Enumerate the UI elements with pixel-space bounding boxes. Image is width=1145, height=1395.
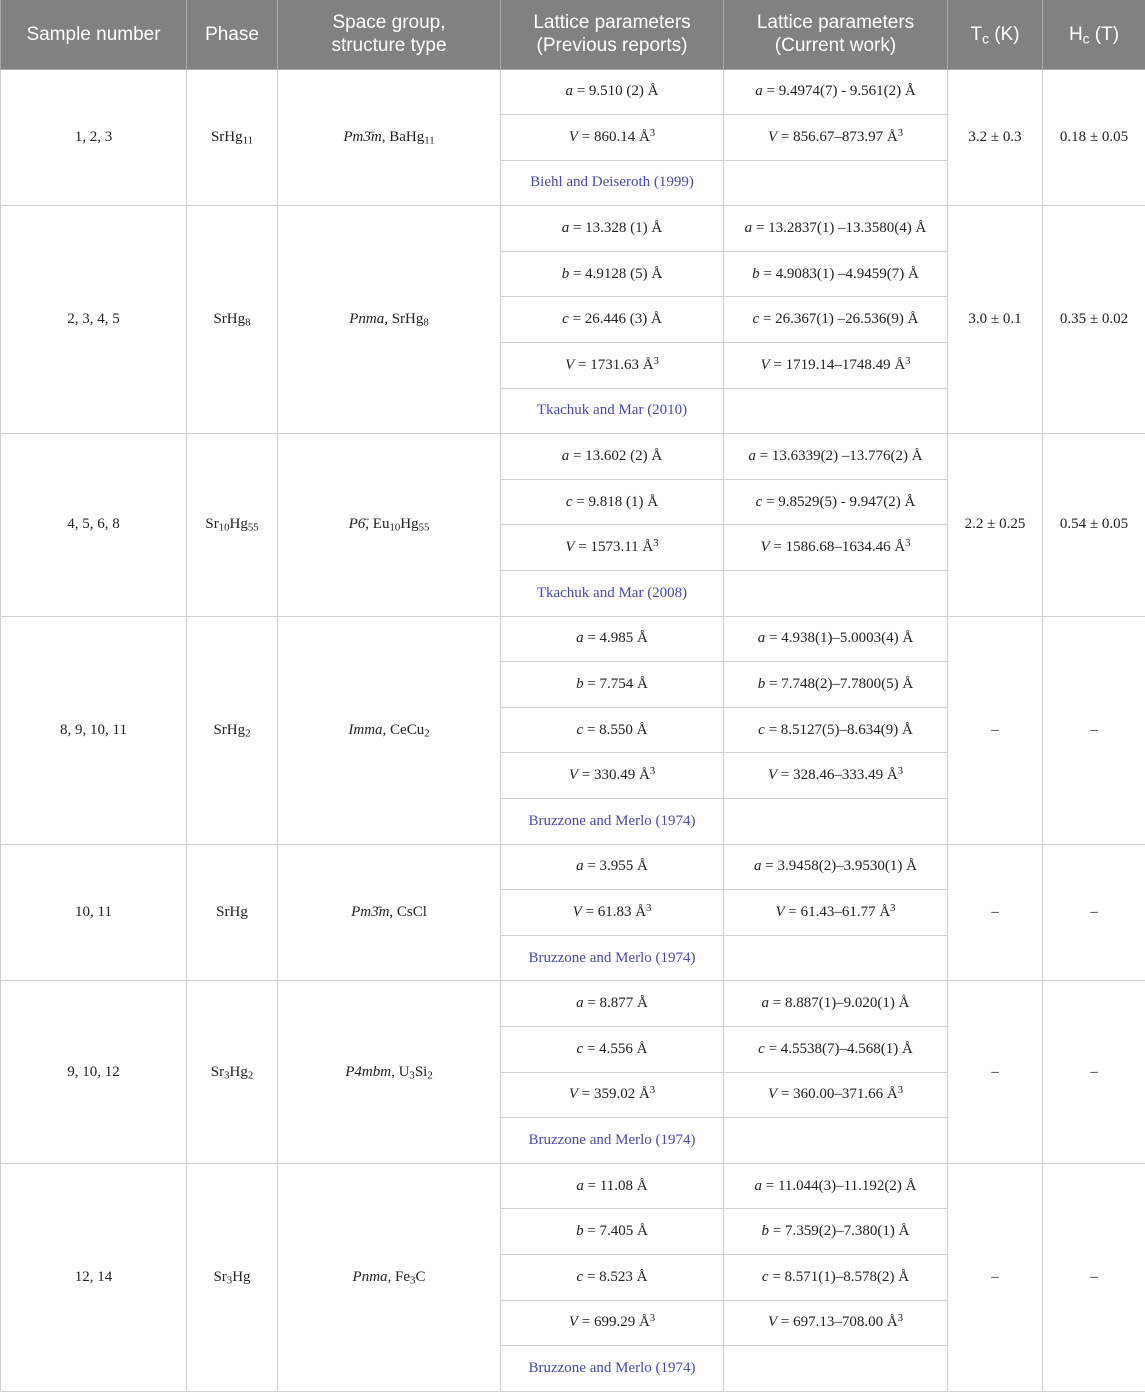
- current-lattice-param: a = 9.4974(7) - 9.561(2) Å: [724, 69, 948, 115]
- reference-link[interactable]: Bruzzone and Merlo (1974): [501, 799, 724, 845]
- header-lattice-previous: Lattice parameters (Previous reports): [501, 0, 724, 69]
- phase-cell: SrHg$_2$: [187, 616, 278, 844]
- header-row: [1, 0, 1145, 69]
- reference-link[interactable]: Tkachuk and Mar (2010): [501, 388, 724, 434]
- previous-lattice-param: c = 4.556 Å: [501, 1026, 724, 1072]
- current-lattice-param: a = 13.2837(1) –13.3580(4) Å: [724, 206, 948, 252]
- current-lattice-param: c = 4.5538(7)–4.568(1) Å: [724, 1026, 948, 1072]
- current-lattice-param: V = 697.13–708.00 $Å^3$: [724, 1300, 948, 1346]
- current-lattice-param: b = 4.9083(1) –4.9459(7) Å: [724, 251, 948, 297]
- current-lattice-param: a = 13.6339(2) –13.776(2) Å: [724, 434, 948, 480]
- sample-number-cell: 1, 2, 3: [1, 69, 187, 206]
- hc-cell: 0.35 ± 0.02: [1043, 206, 1145, 434]
- previous-lattice-param: b = 4.9128 (5) Å: [501, 251, 724, 297]
- previous-lattice-param: a = 11.08 Å: [501, 1163, 724, 1209]
- tc-cell: –: [948, 1163, 1043, 1391]
- previous-lattice-param: V = 699.29 $Å^3$: [501, 1300, 724, 1346]
- hc-cell: –: [1043, 616, 1145, 844]
- sample-number-cell: 8, 9, 10, 11: [1, 616, 187, 844]
- previous-lattice-param: a = 8.877 Å: [501, 981, 724, 1027]
- reference-link[interactable]: Bruzzone and Merlo (1974): [501, 1118, 724, 1164]
- phase-cell: SrHg$_8$: [187, 206, 278, 434]
- current-lattice-param: V = 1719.14–1748.49 $Å^3$: [724, 343, 948, 389]
- current-lattice-param: c = 8.571(1)–8.578(2) Å: [724, 1254, 948, 1300]
- space-group-cell: Pnma, $Fe_3C$: [278, 1163, 501, 1391]
- sample-number-cell: 12, 14: [1, 1163, 187, 1391]
- phase-cell: $Sr_3Hg_2$: [187, 981, 278, 1163]
- space-group-cell: P6̄, $Eu_{10}Hg_{55}$: [278, 434, 501, 616]
- space-group-cell: Imma, CeCu$_2$: [278, 616, 501, 844]
- header-phase: Phase: [187, 0, 278, 69]
- empty-cell: [724, 1118, 948, 1164]
- space-group-cell: Pm3̄m, BaHg$_{11}$: [278, 69, 501, 206]
- tc-cell: 2.2 ± 0.25: [948, 434, 1043, 616]
- reference-link[interactable]: Biehl and Deiseroth (1999): [501, 160, 724, 206]
- empty-cell: [724, 160, 948, 206]
- tc-cell: –: [948, 616, 1043, 844]
- current-lattice-param: b = 7.748(2)–7.7800(5) Å: [724, 662, 948, 708]
- header-hc: $H_c$ (T): [1043, 0, 1145, 69]
- previous-lattice-param: c = 26.446 (3) Å: [501, 297, 724, 343]
- table-row: [1, 844, 1145, 890]
- hc-cell: –: [1043, 1163, 1145, 1391]
- previous-lattice-param: V = 61.83 $Å^3$: [501, 890, 724, 936]
- previous-lattice-param: V = 1731.63 $Å^3$: [501, 343, 724, 389]
- header-lattice-current: Lattice parameters (Current work): [724, 0, 948, 69]
- sample-number-cell: 9, 10, 12: [1, 981, 187, 1163]
- hc-cell: 0.18 ± 0.05: [1043, 69, 1145, 206]
- current-lattice-param: V = 328.46–333.49 $Å^3$: [724, 753, 948, 799]
- table-row: [1, 616, 1145, 662]
- current-lattice-param: a = 8.887(1)–9.020(1) Å: [724, 981, 948, 1027]
- current-lattice-param: a = 3.9458(2)–3.9530(1) Å: [724, 844, 948, 890]
- sample-number-cell: 2, 3, 4, 5: [1, 206, 187, 434]
- previous-lattice-param: a = 4.985 Å: [501, 616, 724, 662]
- empty-cell: [724, 799, 948, 845]
- current-lattice-param: c = 8.5127(5)–8.634(9) Å: [724, 707, 948, 753]
- current-lattice-param: V = 856.67–873.97 $Å^3$: [724, 115, 948, 161]
- previous-lattice-param: a = 3.955 Å: [501, 844, 724, 890]
- current-lattice-param: c = 26.367(1) –26.536(9) Å: [724, 297, 948, 343]
- sample-number-cell: 4, 5, 6, 8: [1, 434, 187, 616]
- reference-link[interactable]: Bruzzone and Merlo (1974): [501, 935, 724, 981]
- previous-lattice-param: V = 860.14 $Å^3$: [501, 115, 724, 161]
- tc-cell: 3.2 ± 0.3: [948, 69, 1043, 206]
- hc-cell: –: [1043, 844, 1145, 981]
- space-group-cell: P4mbm, $U_3Si_2$: [278, 981, 501, 1163]
- previous-lattice-param: a = 13.328 (1) Å: [501, 206, 724, 252]
- header-tc: $T_c$ (K): [948, 0, 1043, 69]
- previous-lattice-param: V = 1573.11 $Å^3$: [501, 525, 724, 571]
- empty-cell: [724, 571, 948, 617]
- previous-lattice-param: V = 359.02 $Å^3$: [501, 1072, 724, 1118]
- table-row: [1, 434, 1145, 480]
- reference-link[interactable]: Bruzzone and Merlo (1974): [501, 1346, 724, 1392]
- current-lattice-param: a = 11.044(3)–11.192(2) Å: [724, 1163, 948, 1209]
- current-lattice-param: V = 360.00–371.66 $Å^3$: [724, 1072, 948, 1118]
- table-row: [1, 69, 1145, 115]
- tc-cell: 3.0 ± 0.1: [948, 206, 1043, 434]
- space-group-cell: Pm3̄m, CsCl: [278, 844, 501, 981]
- previous-lattice-param: c = 9.818 (1) Å: [501, 479, 724, 525]
- empty-cell: [724, 1346, 948, 1392]
- current-lattice-param: c = 9.8529(5) - 9.947(2) Å: [724, 479, 948, 525]
- previous-lattice-param: b = 7.754 Å: [501, 662, 724, 708]
- previous-lattice-param: c = 8.550 Å: [501, 707, 724, 753]
- table-row: [1, 981, 1145, 1027]
- sample-number-cell: 10, 11: [1, 844, 187, 981]
- space-group-cell: Pnma, SrHg$_8$: [278, 206, 501, 434]
- empty-cell: [724, 935, 948, 981]
- phase-cell: SrHg$_{11}$: [187, 69, 278, 206]
- reference-link[interactable]: Tkachuk and Mar (2008): [501, 571, 724, 617]
- tc-cell: –: [948, 981, 1043, 1163]
- previous-lattice-param: a = 13.602 (2) Å: [501, 434, 724, 480]
- hc-cell: 0.54 ± 0.05: [1043, 434, 1145, 616]
- current-lattice-param: V = 1586.68–1634.46 $Å^3$: [724, 525, 948, 571]
- table-row: [1, 206, 1145, 252]
- current-lattice-param: a = 4.938(1)–5.0003(4) Å: [724, 616, 948, 662]
- previous-lattice-param: a = 9.510 (2) Å: [501, 69, 724, 115]
- phase-cell: $Sr_3Hg$: [187, 1163, 278, 1391]
- previous-lattice-param: c = 8.523 Å: [501, 1254, 724, 1300]
- empty-cell: [724, 388, 948, 434]
- current-lattice-param: V = 61.43–61.77 $Å^3$: [724, 890, 948, 936]
- previous-lattice-param: V = 330.49 $Å^3$: [501, 753, 724, 799]
- phase-cell: SrHg: [187, 844, 278, 981]
- table-row: [1, 1163, 1145, 1209]
- hc-cell: –: [1043, 981, 1145, 1163]
- header-sample-number: Sample number: [1, 0, 187, 69]
- previous-lattice-param: b = 7.405 Å: [501, 1209, 724, 1255]
- header-space-group: Space group, structure type: [278, 0, 501, 69]
- tc-cell: –: [948, 844, 1043, 981]
- current-lattice-param: b = 7.359(2)–7.380(1) Å: [724, 1209, 948, 1255]
- phase-cell: $Sr_{10}Hg_{55}$: [187, 434, 278, 616]
